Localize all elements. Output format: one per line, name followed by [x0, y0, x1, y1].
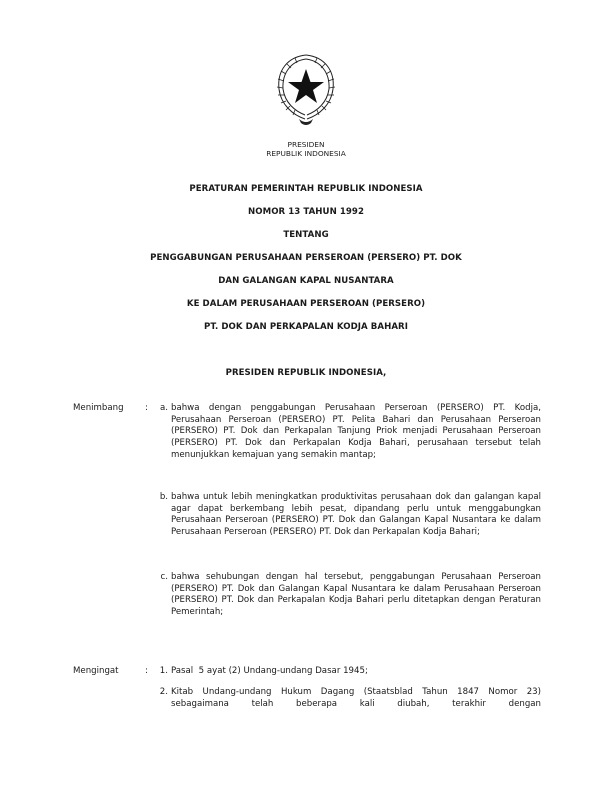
- regulation-subject-line-2: DAN GALANGAN KAPAL NUSANTARA: [218, 276, 394, 286]
- mengingat-item-marker: 1.: [159, 666, 168, 676]
- menimbang-label: Menimbang: [73, 403, 124, 413]
- menimbang-item-text: bahwa untuk lebih meningkatkan produktivitas perusahaan dok dan galangan kapal agar dapat berkembang lebih pesat, dipandang perlu untuk menggabungkan Perusahaan Perseroan (PERSERO) PT. Dok dan Galangan Kapal Nusantara ke dalam Perusahaan Perseroan (PERSERO) PT. Dok dan Perkapalan Kodja Bahari;: [171, 492, 541, 538]
- menimbang-item-marker: c.: [160, 572, 168, 582]
- regulation-title: PERATURAN PEMERINTAH REPUBLIK INDONESIA: [189, 184, 423, 194]
- regulation-about: TENTANG: [283, 230, 329, 240]
- menimbang-item-text: bahwa sehubungan dengan hal tersebut, penggabungan Perusahaan Perseroan (PERSERO) PT. Dok dan Galangan Kapal Nusantara ke dalam Perusahaan Perseroan (PERSERO) PT. Dok dan Perkapalan Kodja Bahari perlu ditetapkan dengan Peraturan Pemerintah;: [171, 572, 541, 618]
- menimbang-item-marker: b.: [159, 492, 168, 502]
- menimbang-item-text: bahwa dengan penggabungan Perusahaan Perseroan (PERSERO) PT. Kodja, Perusahaan Perseroan (PERSERO) PT. Pelita Bahari dan Perusahaan Perseroan (PERSERO) PT. Dok dan Perkapalan Tanjung Priok menjadi Perusahaan Perseroan (PERSERO) PT. Dok dan Perkapalan Kodja Bahari, perusahaan tersebut telah menunjukkan kemajuan yang semakin mantap;: [171, 403, 541, 460]
- issuer-heading: PRESIDEN REPUBLIK INDONESIA,: [225, 368, 387, 378]
- mengingat-item-text: Pasal 5 ayat (2) Undang-undang Dasar 1945;: [171, 666, 368, 676]
- mengingat-colon: :: [145, 666, 148, 676]
- mengingat-item-marker: 2.: [159, 687, 168, 697]
- regulation-subject-line-3: KE DALAM PERUSAHAAN PERSEROAN (PERSERO): [186, 299, 426, 309]
- menimbang-colon: :: [145, 403, 148, 413]
- regulation-number: NOMOR 13 TAHUN 1992: [248, 207, 364, 217]
- emblem-caption-president: PRESIDEN: [287, 140, 325, 149]
- emblem-caption-republic: REPUBLIK INDONESIA: [266, 149, 346, 158]
- menimbang-item-marker: a.: [160, 403, 168, 413]
- presidential-emblem-icon: [271, 49, 341, 129]
- mengingat-item-text: Kitab Undang-undang Hukum Dagang (Staatsblad Tahun 1847 Nomor 23) sebagaimana telah beberapa kali diubah, terakhir dengan: [171, 687, 541, 709]
- mengingat-label: Mengingat: [73, 666, 119, 676]
- regulation-subject-line-4: PT. DOK DAN PERKAPALAN KODJA BAHARI: [204, 322, 408, 332]
- regulation-subject-line-1: PENGGABUNGAN PERUSAHAAN PERSEROAN (PERSERO) PT. DOK: [150, 253, 462, 263]
